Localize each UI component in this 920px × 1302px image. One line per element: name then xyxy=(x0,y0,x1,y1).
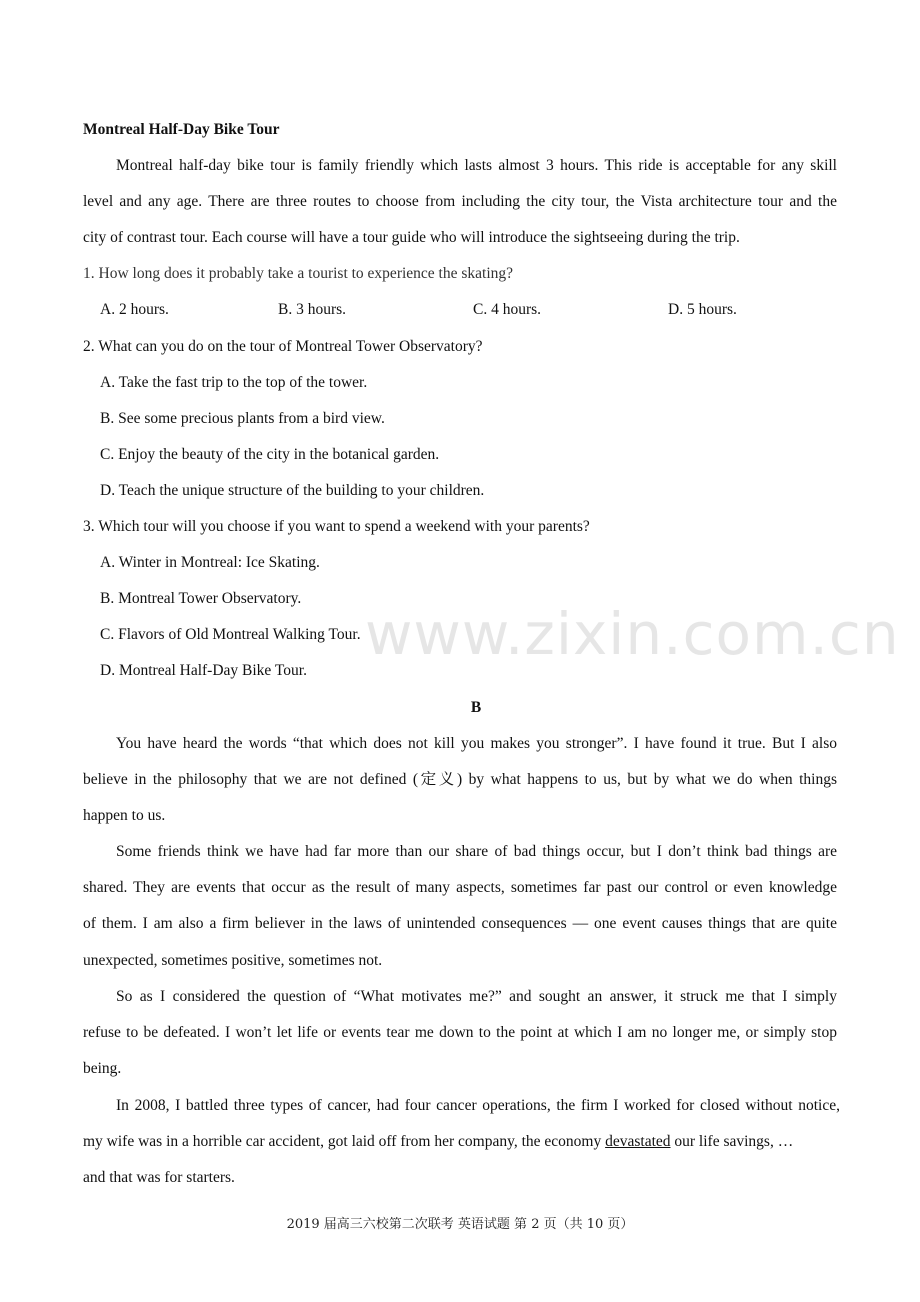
underlined-word-devastated: devastated xyxy=(605,1133,671,1150)
question-1: 1. How long does it probably take a tourist to experience the skating? xyxy=(83,265,514,282)
q2-option-b: B. See some precious plants from a bird view. xyxy=(100,410,385,427)
q2-option-c: C. Enjoy the beauty of the city in the botanical garden. xyxy=(100,446,440,463)
q3-option-c: C. Flavors of Old Montreal Walking Tour. xyxy=(100,626,361,643)
section-b-heading: B xyxy=(470,699,482,716)
tour-title: Montreal Half-Day Bike Tour xyxy=(83,121,280,138)
q1-option-d: D. 5 hours. xyxy=(668,301,737,318)
bike-tour-paragraph-line-2: level and any age. There are three routes to choose from including the city tour, the Vista architecture tour and the xyxy=(83,193,837,210)
question-2: 2. What can you do on the tour of Montreal Tower Observatory? xyxy=(83,338,483,355)
passage-b-p3-line-3: being. xyxy=(83,1060,122,1077)
page-footer: 2019 届高三六校第二次联考 英语试题 第 2 页（共 10 页） xyxy=(286,1217,634,1232)
passage-b-p1-line-2: believe in the philosophy that we are not defined (定义) by what happens to us, but by what we do when things xyxy=(83,771,837,788)
passage-b-p3-line-1: So as I considered the question of “What motivates me?” and sought an answer, it struck me that I simply xyxy=(116,988,837,1005)
bike-tour-paragraph-line-1: Montreal half-day bike tour is family friendly which lasts almost 3 hours. This ride is acceptable for any skill xyxy=(116,157,837,174)
q2-option-a: A. Take the fast trip to the top of the tower. xyxy=(100,374,368,391)
q3-option-b: B. Montreal Tower Observatory. xyxy=(100,590,302,607)
passage-b-p2-line-4: unexpected, sometimes positive, sometimes not. xyxy=(83,952,383,969)
q3-option-d: D. Montreal Half-Day Bike Tour. xyxy=(100,662,307,679)
watermark: www.zixin.com.cn xyxy=(365,600,900,668)
passage-b-p4-line-3: and that was for starters. xyxy=(83,1169,235,1186)
p4-line-2-start: my wife was in a horrible car accident, got laid off from her company, the economy xyxy=(83,1133,602,1150)
passage-b-p1-line-3: happen to us. xyxy=(83,807,166,824)
passage-b-p2-line-2: shared. They are events that occur as the result of many aspects, sometimes far past our control or even knowledge xyxy=(83,879,837,896)
q3-option-a: A. Winter in Montreal: Ice Skating. xyxy=(100,554,320,571)
bike-tour-paragraph-line-3: city of contrast tour. Each course will have a tour guide who will introduce the sightseeing during the trip. xyxy=(83,229,740,246)
passage-b-p4-line-1: In 2008, I battled three types of cancer, had four cancer operations, the firm I worked for closed without notice, xyxy=(116,1097,840,1114)
passage-b-p1-line-1: You have heard the words “that which does not kill you makes you stronger”. I have found it true. But I also xyxy=(116,735,837,752)
q1-option-a: A. 2 hours. xyxy=(100,301,169,318)
passage-b-p4-line-2 xyxy=(83,1132,837,1152)
passage-b-p3-line-2: refuse to be defeated. I won’t let life or events tear me down to the point at which I am no longer me, or simply stop xyxy=(83,1024,837,1041)
q2-option-d: D. Teach the unique structure of the building to your children. xyxy=(100,482,485,499)
passage-b-p2-line-1: Some friends think we have had far more than our share of bad things occur, but I don’t think bad things are xyxy=(116,843,837,860)
p4-line-2-end: our life savings, … xyxy=(674,1133,794,1150)
passage-b-p2-line-3: of them. I am also a firm believer in the laws of unintended consequences — one event causes things that are quite xyxy=(83,915,837,932)
question-3: 3. Which tour will you choose if you want to spend a weekend with your parents? xyxy=(83,518,590,535)
q1-option-b: B. 3 hours. xyxy=(278,301,347,318)
q1-option-c: C. 4 hours. xyxy=(473,301,542,318)
